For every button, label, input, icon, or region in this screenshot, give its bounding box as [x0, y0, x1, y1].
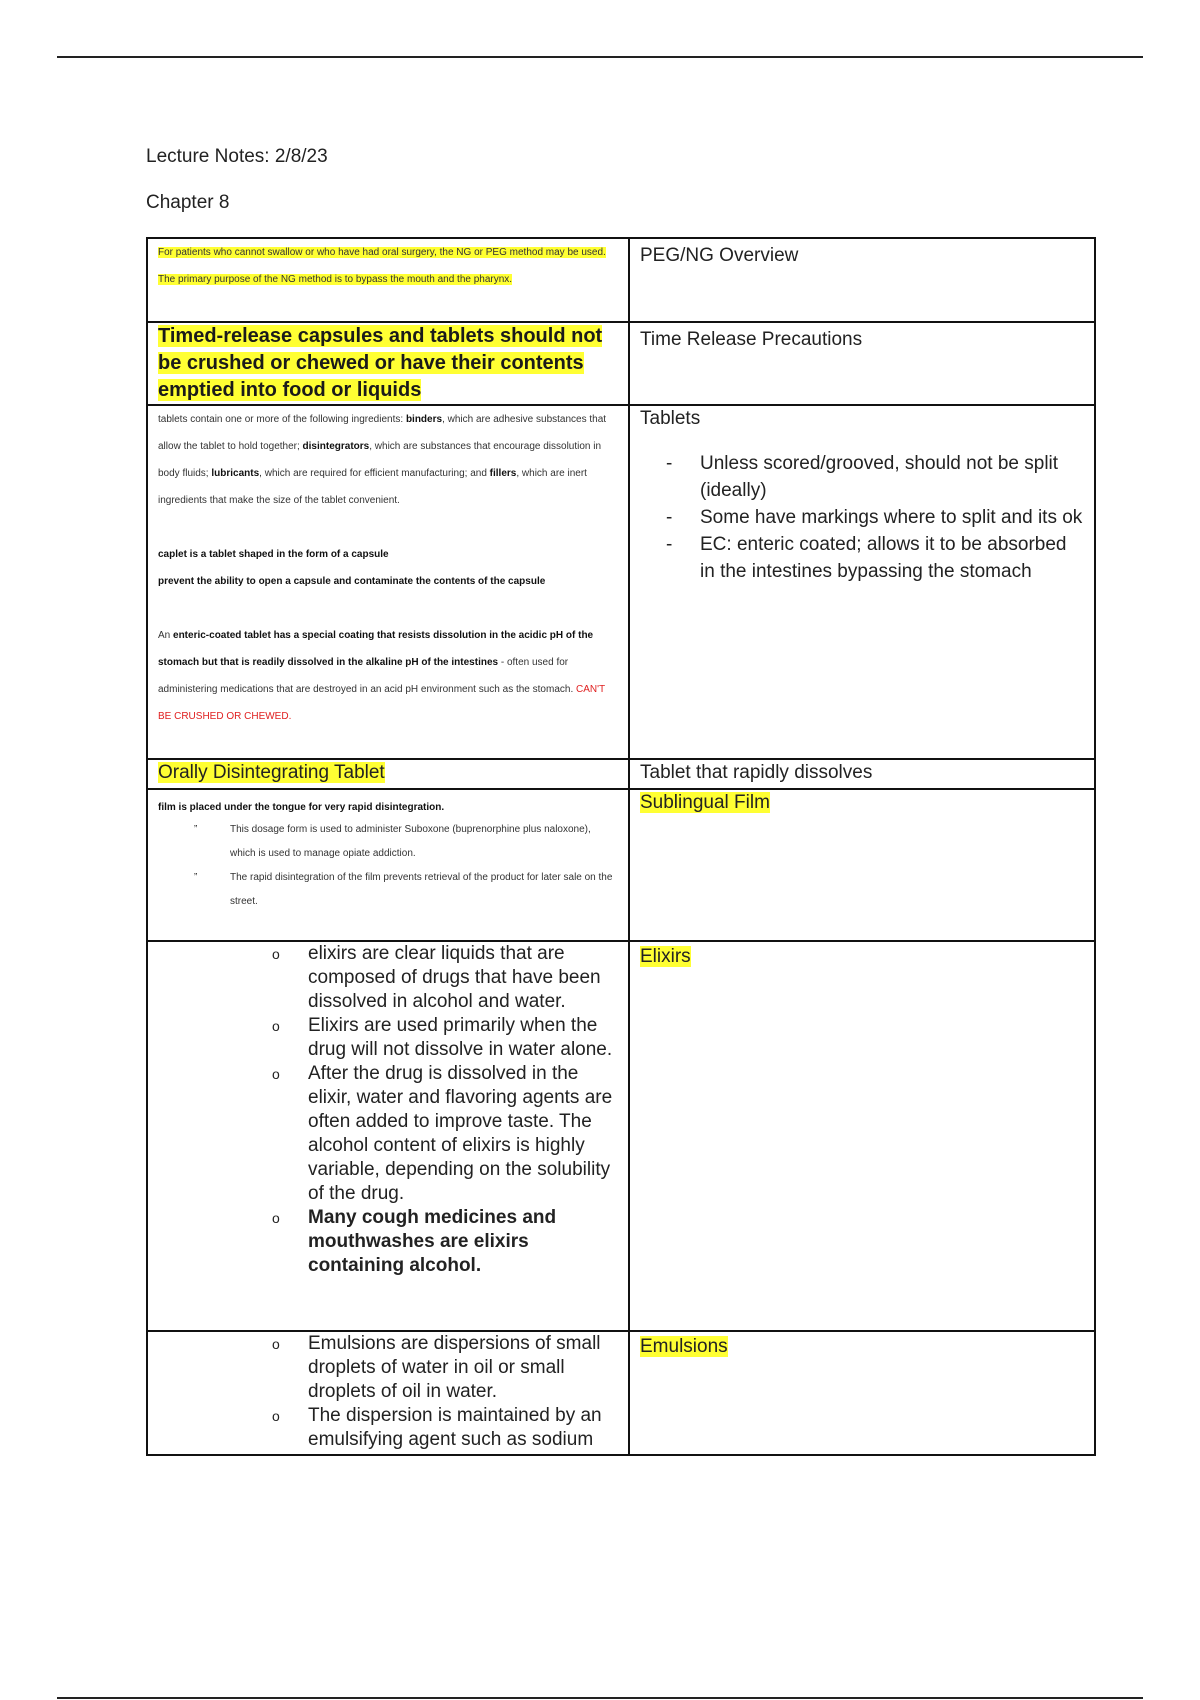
emulsions-right-cell — [629, 1331, 1095, 1455]
table-row — [147, 759, 1095, 789]
caplet-text: caplet is a tablet shaped in the form of a capsule — [158, 549, 389, 560]
table-row — [147, 789, 1095, 941]
film-right-cell — [629, 789, 1095, 941]
odt-label: Tablet that rapidly dissolves — [640, 762, 873, 783]
tablets-ingredients: tablets contain one or more of the following ingredients: binders, which are adhesive substances that allow the tablet to hold together; disintegrators, which are substances that encourage dissolution in body fluids; lubricants, which are required for efficient manufacturing; and fillers, which are inert ingredients that make the size of the tablet convenient. — [158, 414, 607, 506]
list-item: - Some have markings where to split and its ok — [700, 504, 1084, 531]
circle-bullet-icon: o — [272, 946, 280, 962]
list-item: o After the drug is dissolved in the elixir, water and flavoring agents are often added to improve taste. The alcohol content of elixirs is highly variable, depending on the solubility of the drug. — [272, 1063, 613, 1204]
warning-text: CAN'T BE CRUSHED OR CHEWED. — [158, 684, 605, 722]
emulsions-left-cell — [147, 1331, 629, 1455]
bottom-rule — [57, 1697, 1143, 1699]
list-item: o Emulsions are dispersions of small droplets of water in oil or small droplets of oil in water. — [272, 1333, 601, 1402]
peg-text: For patients who cannot swallow or who have had oral surgery, the NG or PEG method may be used. The primary purpose of the NG method is to bypass the mouth and the pharynx. — [158, 247, 606, 285]
table-row — [147, 941, 1095, 1331]
tablets-right-cell — [629, 405, 1095, 759]
odt-right-cell — [629, 759, 1095, 789]
circle-bullet-icon: o — [272, 1066, 280, 1082]
top-rule — [57, 56, 1143, 58]
circle-bullet-icon: o — [272, 1336, 280, 1352]
table-row — [147, 1331, 1095, 1455]
odt-left-cell — [147, 759, 629, 789]
odt-text: Orally Disintegrating Tablet — [158, 762, 385, 783]
circle-bullet-icon: o — [272, 1210, 280, 1226]
list-item: - Unless scored/grooved, should not be split (ideally) — [700, 450, 1084, 504]
tablets-label: Tablets — [640, 408, 701, 429]
notes-table — [146, 237, 1096, 1456]
timed-label: Time Release Precautions — [640, 329, 863, 350]
chapter-label: Chapter 8 — [146, 192, 230, 213]
quote-bullet-icon: ” — [194, 824, 198, 835]
elixirs-right-cell — [629, 941, 1095, 1331]
emulsions-list — [158, 1332, 618, 1452]
list-item: o elixirs are clear liquids that are composed of drugs that have been dissolved in alcohol and water. — [272, 943, 601, 1012]
peg-left-cell — [147, 238, 629, 322]
film-subpoint: ” This dosage form is used to administer Suboxone (buprenorphine plus naloxone), which is used to manage opiate addiction. — [230, 818, 618, 866]
table-row — [147, 405, 1095, 759]
table-row — [147, 238, 1095, 322]
circle-bullet-icon: o — [272, 1018, 280, 1034]
emulsions-label: Emulsions — [640, 1336, 728, 1357]
enteric-coated-text: An enteric-coated tablet has a special coating that resists dissolution in the acidic pH of the stomach but that is readily dissolved in the alkaline pH of the intestines - often used for administering medications that are destroyed in an acid pH environment such as the stomach. CAN'T BE CRUSHED OR CHEWED. — [158, 630, 605, 722]
tablets-bullet-list — [640, 450, 1084, 585]
list-item: o The dispersion is maintained by an emulsifying agent such as sodium — [272, 1405, 602, 1450]
elixirs-left-cell — [147, 941, 629, 1331]
timed-text: Timed-release capsules and tablets should not be crushed or chewed or have their contents emptied into food or liquids — [158, 325, 603, 401]
table-row — [147, 322, 1095, 405]
elixirs-label: Elixirs — [640, 946, 691, 967]
peg-label: PEG/NG Overview — [640, 245, 799, 266]
list-item: - EC: enteric coated; allows it to be absorbed in the intestines bypassing the stomach — [700, 531, 1084, 585]
peg-right-cell — [629, 238, 1095, 322]
tablets-left-cell — [147, 405, 629, 759]
elixirs-list — [158, 942, 618, 1278]
film-label: Sublingual Film — [640, 792, 770, 813]
timed-right-cell — [629, 322, 1095, 405]
lecture-title: Lecture Notes: 2/8/23 — [146, 146, 328, 167]
caplet-purpose-text: prevent the ability to open a capsule and contaminate the contents of the capsule — [158, 576, 546, 587]
circle-bullet-icon: o — [272, 1408, 280, 1424]
list-item: o Many cough medicines and mouthwashes are elixirs containing alcohol. — [272, 1207, 557, 1276]
film-subpoint: ” The rapid disintegration of the film prevents retrieval of the product for later sale on the street. — [230, 866, 618, 914]
film-text: film is placed under the tongue for very rapid disintegration. — [158, 802, 445, 813]
list-item: o Elixirs are used primarily when the drug will not dissolve in water alone. — [272, 1015, 613, 1060]
timed-left-cell — [147, 322, 629, 405]
quote-bullet-icon: ” — [194, 872, 198, 883]
film-left-cell — [147, 789, 629, 941]
